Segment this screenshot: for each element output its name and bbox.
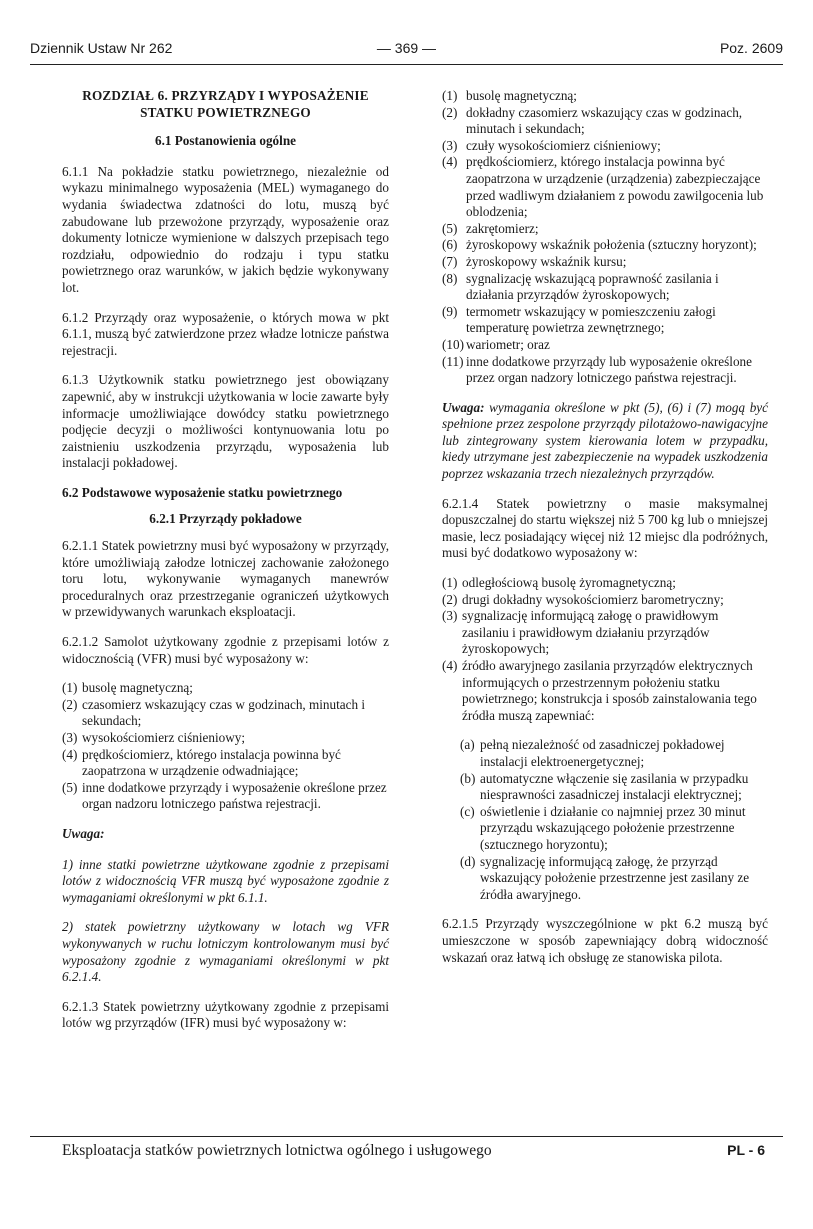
ifr-note-label: Uwaga: bbox=[442, 399, 485, 415]
list-item: (2) drugi dokładny wysokościomierz barometryczny; bbox=[442, 591, 724, 607]
note-1: 1) inne statki powietrzne użytkowane zgodnie z przepisami lotów z widocznością VFR muszą być wyposażone zgodnie z wymaganiami określonymi w pkt 6.1.1. bbox=[62, 856, 389, 905]
chapter-title bbox=[62, 88, 389, 121]
journal-title: Dziennik Ustaw Nr 262 bbox=[30, 40, 173, 56]
paragraph-6-2-1-4: 6.2.1.4 Statek powietrzny o masie maksymalnej dopuszczalnej do startu większej niż 5 700 kg lub o mniejszej masie, lecz posiadający więcej niż 12 miejsc dla podróżnych, musi być dodatkowo wyposażony w: bbox=[442, 495, 768, 561]
page-number: — 369 — bbox=[376, 40, 437, 56]
list-item: (4) źródło awaryjnego zasilania przyrządów elektrycznych informujących o przestrzennym położeniu statku powietrznego; konstrukcja i sposób zainstalowania tego źródła muszą zapewniać: bbox=[442, 658, 757, 723]
header-rule bbox=[30, 64, 783, 65]
list-item: (1) busolę magnetyczną; bbox=[62, 680, 193, 696]
list-item: (1) busolę magnetyczną; bbox=[442, 88, 577, 103]
list-item: (d) sygnalizację informującą załogę, że przyrząd wskazujący położenie przestrzenne jest zasilany ze źródła awaryjnego. bbox=[460, 853, 750, 902]
running-header bbox=[30, 40, 783, 62]
footer-code: PL - 6 bbox=[727, 1142, 765, 1158]
list-item: (10) wariometr; oraz bbox=[442, 336, 550, 352]
ifr-instrument-list bbox=[442, 88, 768, 387]
paragraph-6-1-3: 6.1.3 Użytkownik statku powietrznego jest obowiązany zapewnić, aby w instrukcji użytkowania w locie zawarte były informacje umożliwiające dowódcy statku powietrznego podjęcie decyzji o możliwości kontynuowania lotu po zaistnieniu uszkodzenia przyrządu, wyposażenia lub instalacji pokładowej. bbox=[62, 372, 389, 471]
right-column bbox=[442, 88, 768, 979]
list-item: (4) prędkościomierz, którego instalacja powinna być zaopatrzona w urządzenie (urządzenia) zabezpieczające przed wadliwym działaniem z powodu zawilgocenia lub oblodzenia; bbox=[442, 154, 764, 220]
emergency-source-list bbox=[442, 737, 768, 903]
list-item: (6) żyroskopowy wskaźnik położenia (sztuczny horyzont); bbox=[442, 237, 757, 253]
list-item: (a) pełną niezależność od zasadniczej pokładowej instalacji elektroenergetycznej; bbox=[460, 737, 725, 769]
list-item: (3) czuły wysokościomierz ciśnieniowy; bbox=[442, 137, 661, 153]
paragraph-6-2-1-3: 6.2.1.3 Statek powietrzny użytkowany zgodnie z przepisami lotów wg przyrządów (IFR) musi być wyposażony w: bbox=[62, 998, 389, 1031]
chapter-title-line-2: STATKU POWIETRZNEGO bbox=[140, 104, 311, 120]
footer-title: Eksploatacja statków powietrznych lotnictwa ogólnego i usługowego bbox=[62, 1142, 492, 1159]
list-item: (c) oświetlenie i działanie co najmniej przez 30 minut przyrządu wskazującego położenie przestrzenne (sztucznego horyzontu); bbox=[460, 803, 746, 852]
list-item: (3) sygnalizację informującą załogę o prawidłowym zasilaniu i prawidłowym działaniu przyrządów żyroskopowych; bbox=[442, 608, 719, 657]
footer-rule bbox=[30, 1136, 783, 1137]
paragraph-6-1-2: 6.1.2 Przyrządy oraz wyposażenie, o których mowa w pkt 6.1.1, muszą być zatwierdzone przez władze lotnicze państwa rejestracji. bbox=[62, 309, 389, 358]
heavy-aircraft-list bbox=[442, 575, 768, 724]
list-item: (2) czasomierz wskazujący czas w godzinach, minutach i sekundach; bbox=[62, 696, 366, 729]
chapter-title-line-1: ROZDZIAŁ 6. PRZYRZĄDY I WYPOSAŻENIE bbox=[82, 88, 369, 103]
section-6-2-1-heading: 6.2.1 Przyrządy pokładowe bbox=[149, 511, 302, 527]
paragraph-6-2-1-2: 6.2.1.2 Samolot użytkowany zgodnie z przepisami lotów z widocznością (VFR) musi być wyposażony w: bbox=[62, 634, 389, 666]
paragraph-6-2-1-5: 6.2.1.5 Przyrządy wyszczególnione w pkt 6.2 muszą być umieszczone w sposób zapewniający dobrą widoczność wskazań oraz łatwą ich obsługę ze stanowiska pilota. bbox=[442, 916, 768, 965]
ifr-note-text: wymagania określone w pkt (5), (6) i (7) mogą być spełnione przez zespolone przyrządy pilotażowo-nawigacyjne lub zintegrowany system kierowania lotem w przypadku, kiedy utrzymane jest zabezpieczenie na wypadek uszkodzenia poprzez wskazania trzech niezależnych przyrządów. bbox=[442, 399, 768, 482]
ifr-note bbox=[442, 400, 768, 483]
list-item: (1) odległościową busolę żyromagnetyczną; bbox=[442, 575, 676, 591]
paragraph-6-1-1: 6.1.1 Na pokładzie statku powietrznego, niezależnie od wykazu minimalnego wyposażenia (MEL) wymaganego do wydania świadectwa zdatności do lotu, muszą być zabudowane lub przewożone przyrządy, wyposażenie oraz dokumenty lotnicze wymienione w dalszych przepisach tego rozdziału, odpowiednio do rodzaju i typu statku powietrznego oraz warunków, w jakich będzie wykonywany lot. bbox=[62, 163, 389, 295]
note-2: 2) statek powietrzny użytkowany w lotach wg VFR wykonywanych w ruchu lotniczym kontrolowanym musi być wyposażony zgodnie z wymaganiami określonymi w pkt 6.2.1.4. bbox=[62, 919, 389, 985]
position-number: Poz. 2609 bbox=[719, 40, 783, 56]
list-item: (2) dokładny czasomierz wskazujący czas w godzinach, minutach i sekundach; bbox=[442, 104, 743, 137]
vfr-instrument-list bbox=[62, 680, 389, 813]
section-6-1-heading: 6.1 Postanowienia ogólne bbox=[154, 133, 297, 149]
running-footer bbox=[62, 1142, 765, 1166]
list-item: (8) sygnalizację wskazującą poprawność zasilania i działania przyrządów żyroskopowych; bbox=[442, 270, 719, 303]
list-item: (11) inne dodatkowe przyrządy lub wyposażenie określone przez organ nadzory lotniczego państwa rejestracji. bbox=[442, 353, 752, 386]
list-item: (4) prędkościomierz, którego instalacja powinna być zaopatrzona w urządzenie odwadniające; bbox=[62, 746, 341, 779]
list-item: (b) automatyczne włączenie się zasilania w przypadku niesprawności zasadniczej instalacji elektrycznej; bbox=[460, 770, 749, 803]
list-item: (5) zakrętomierz; bbox=[442, 220, 539, 236]
list-item: (9) termometr wskazujący w pomieszczeniu załogi temperaturę powietrza zewnętrznego; bbox=[442, 303, 716, 336]
paragraph-6-2-1-1: 6.2.1.1 Statek powietrzny musi być wyposażony w przyrządy, które umożliwiają załodze lotniczej zachowanie założonego toru lotu, wykonywanie wymaganych manewrów proceduralnych oraz przestrzeganie ograniczeń użytkowych w przewidywanych warunkach eksploatacji. bbox=[62, 538, 389, 620]
list-item: (5) inne dodatkowe przyrządy i wyposażenie określone przez organ nadzoru lotniczego państwa rejestracji. bbox=[62, 779, 387, 812]
note-label: Uwaga: bbox=[62, 825, 105, 841]
list-item: (7) żyroskopowy wskaźnik kursu; bbox=[442, 253, 627, 269]
left-column bbox=[62, 88, 389, 1045]
section-6-2-heading: 6.2 Podstawowe wyposażenie statku powietrznego bbox=[62, 484, 343, 500]
list-item: (3) wysokościomierz ciśnieniowy; bbox=[62, 730, 245, 745]
